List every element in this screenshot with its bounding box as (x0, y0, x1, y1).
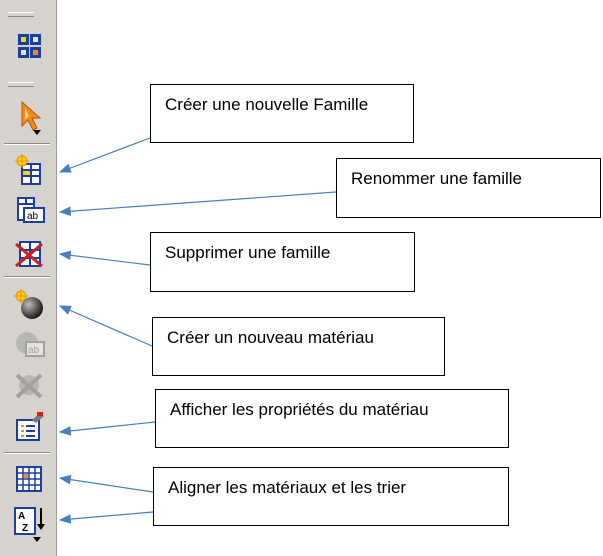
callout-new-material (152, 317, 445, 376)
arrow-new-material (60, 306, 152, 346)
callout-delete-family-text: Supprimer une famille (165, 243, 331, 262)
callout-new-material-text: Créer un nouveau matériau (167, 328, 374, 347)
arrow-rename-family (60, 192, 336, 212)
callout-material-properties (155, 389, 509, 448)
callout-material-properties-text: Afficher les propriétés du matériau (170, 400, 429, 419)
callout-align-sort-text: Aligner les matériaux et les trier (168, 478, 407, 497)
arrow-new-family (60, 138, 150, 172)
callout-rename-family (336, 158, 601, 218)
callout-rename-family-text: Renommer une famille (351, 169, 523, 188)
arrow-delete-family (60, 254, 150, 265)
callout-align-sort (153, 467, 509, 526)
callout-new-family-text: Créer une nouvelle Famille (165, 95, 369, 114)
svg-text:Z: Z (22, 523, 29, 534)
callout-new-family (150, 84, 414, 143)
svg-text:ab: ab (27, 211, 39, 222)
svg-text:A: A (18, 511, 26, 522)
arrow-sort (60, 512, 153, 520)
arrow-align (60, 478, 153, 492)
callout-delete-family (150, 232, 415, 292)
arrow-material-properties (60, 422, 155, 432)
svg-text:ab: ab (28, 345, 40, 356)
